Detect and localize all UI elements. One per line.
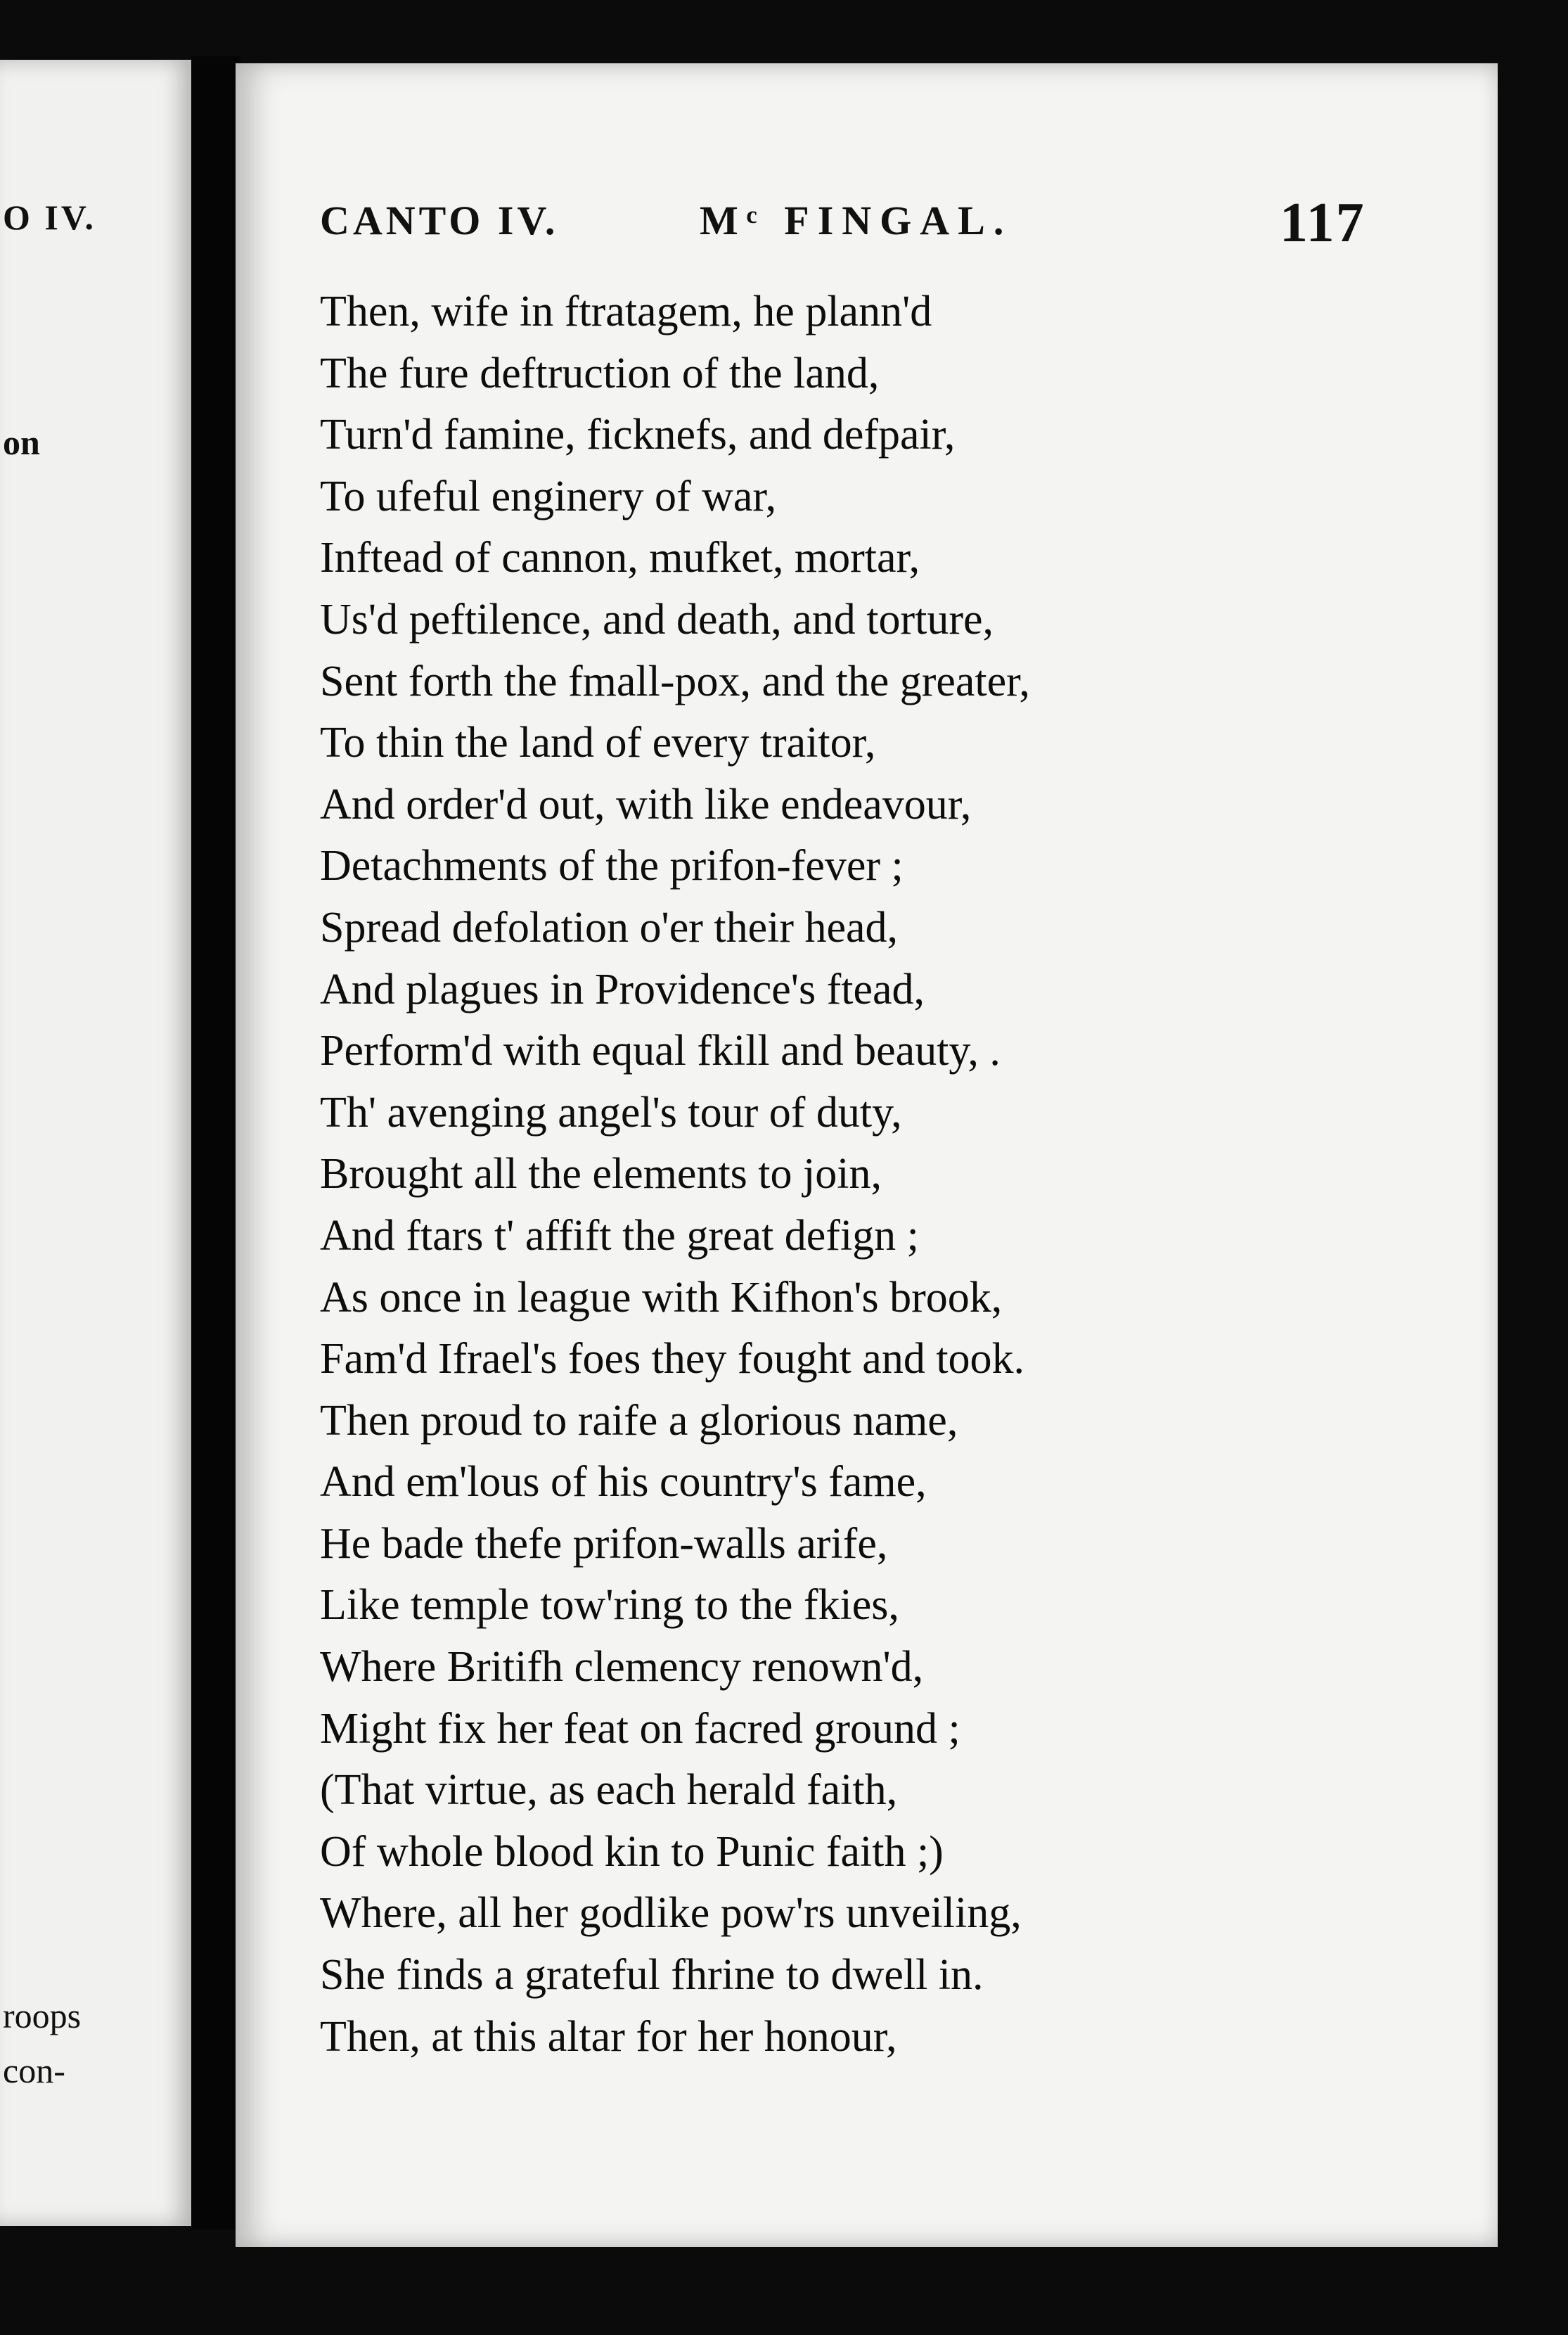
poem-line: Th' avenging angel's tour of duty, bbox=[320, 1088, 902, 1137]
poem-line: Might fix her feat on facred ground ; bbox=[320, 1704, 960, 1753]
poem-line: Of whole blood kin to Punic faith ;) bbox=[320, 1827, 944, 1876]
previous-page-line-fragment: con- bbox=[3, 2051, 65, 2090]
poem-line: Turn'd famine, ficknefs, and defpair, bbox=[320, 411, 956, 459]
poem-line: And order'd out, with like endeavour, bbox=[320, 780, 972, 829]
previous-page-line-fragment: roops bbox=[3, 1996, 82, 2035]
poem-line: Detachments of the prifon-fever ; bbox=[320, 842, 904, 890]
poem-line: He bade thefe prifon-walls arife, bbox=[320, 1519, 888, 1568]
book-page bbox=[236, 63, 1498, 2247]
poem-line: Inftead of cannon, mufket, mortar, bbox=[320, 534, 920, 582]
poem-line: Like temple tow'ring to the fkies, bbox=[320, 1581, 899, 1630]
poem-line: Sent forth the fmall-pox, and the greater, bbox=[320, 657, 1030, 705]
poem-line: Where Britifh clemency renown'd, bbox=[320, 1643, 924, 1691]
poem-line: Then proud to raife a glorious name, bbox=[320, 1396, 958, 1445]
book-title: Mᶜ FINGAL. bbox=[700, 198, 1013, 243]
poem-line: And ftars t' affift the great defign ; bbox=[320, 1211, 919, 1260]
previous-page-text-fragment: on bbox=[3, 423, 40, 462]
poem-line: Then, wife in ftratagem, he plann'd bbox=[320, 288, 932, 335]
poem-line: Us'd peftilence, and death, and torture, bbox=[320, 595, 994, 644]
poem-line: Where, all her godlike pow'rs unveiling, bbox=[320, 1889, 1022, 1938]
previous-page-fragment bbox=[0, 60, 193, 2226]
previous-page-running-head: O IV. bbox=[3, 198, 97, 237]
poem-line: And em'lous of his country's fame, bbox=[320, 1458, 927, 1506]
poem-line: And plagues in Providence's ftead, bbox=[320, 965, 925, 1013]
page-number: 117 bbox=[1280, 192, 1365, 254]
poem-line: As once in league with Kifhon's brook, bbox=[320, 1273, 1003, 1322]
poem-line: Spread defolation o'er their head, bbox=[320, 903, 899, 952]
poem-line: Perform'd with equal fkill and beauty, . bbox=[320, 1027, 1001, 1075]
poem-line: She finds a grateful fhrine to dwell in. bbox=[320, 1951, 984, 2000]
poem-line: (That virtue, as each herald faith, bbox=[320, 1766, 898, 1815]
poem-line: Brought all the elements to join, bbox=[320, 1150, 882, 1198]
canto-label: CANTO IV. bbox=[320, 198, 559, 243]
poem-line: To ufeful enginery of war, bbox=[320, 472, 777, 520]
running-head bbox=[236, 192, 1498, 260]
poem-text bbox=[320, 281, 1417, 2068]
poem-line: Fam'd Ifrael's foes they fought and took. bbox=[320, 1335, 1025, 1383]
poem-line: To thin the land of every traitor, bbox=[320, 719, 876, 767]
poem-line: The fure deftruction of the land, bbox=[320, 349, 880, 397]
book-gutter bbox=[191, 56, 240, 2230]
poem-line: Then, at this altar for her honour, bbox=[320, 2012, 897, 2061]
